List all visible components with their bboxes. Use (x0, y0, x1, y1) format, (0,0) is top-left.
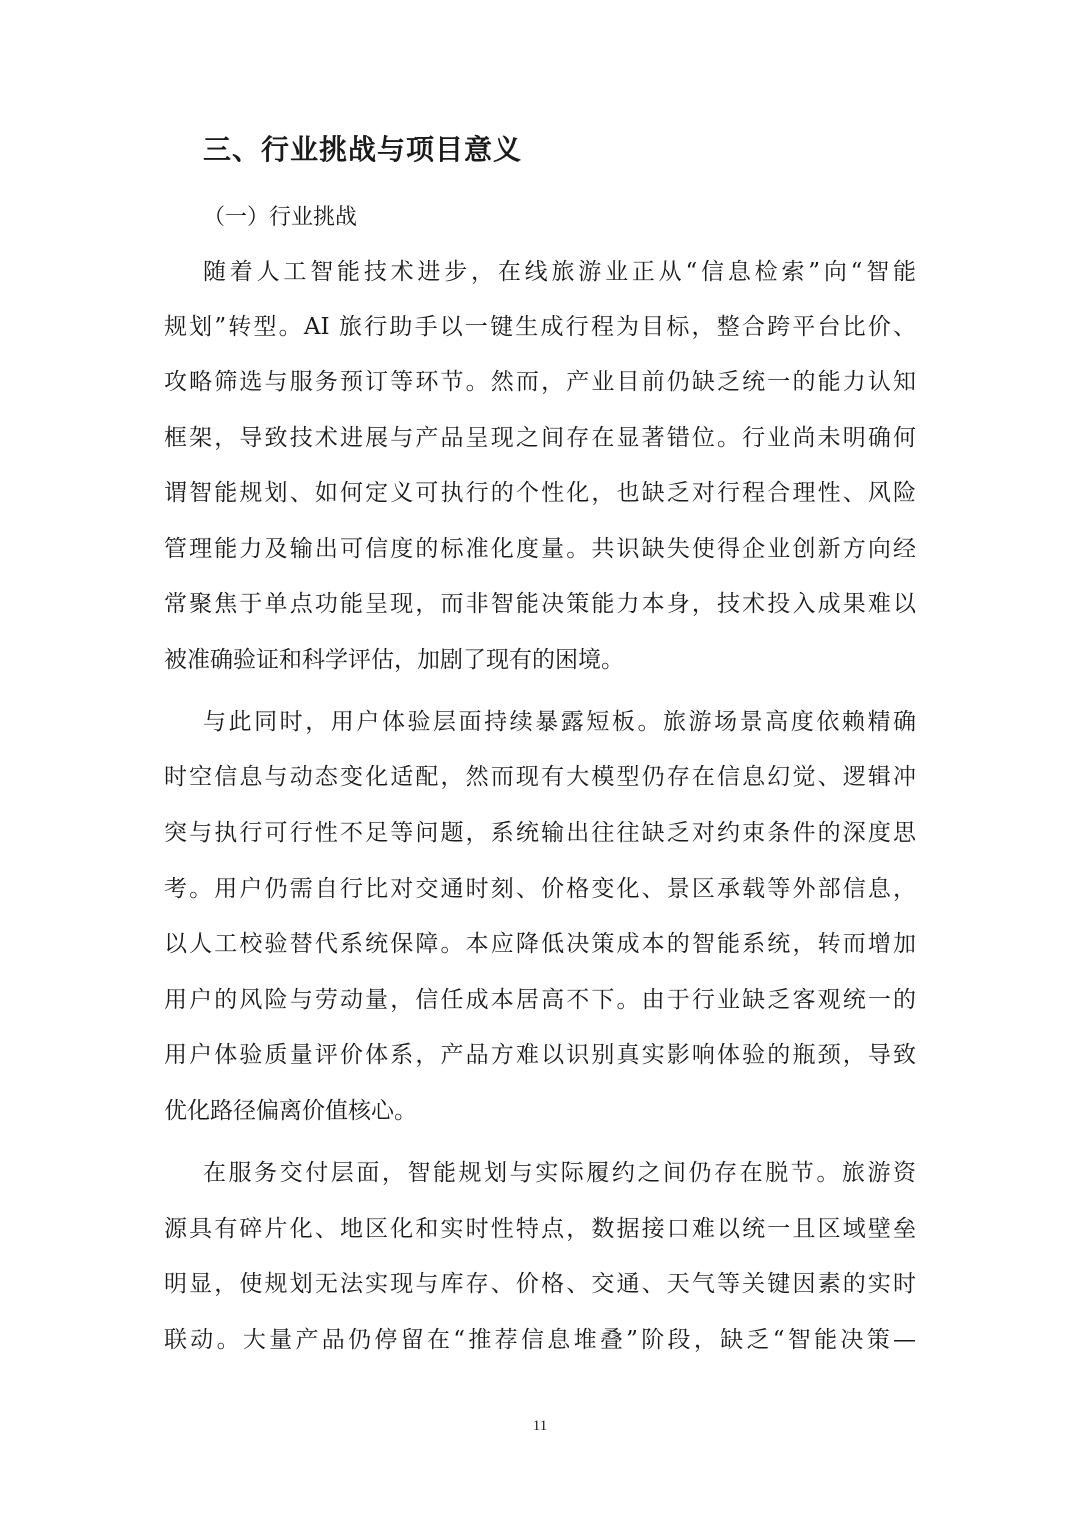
paragraph-1-line-1: 随着人工智能技术进步，在线旅游业正从“信息检索”向“智能 (203, 259, 916, 285)
paragraph-2-line-3: 突与执行可行性不足等问题，系统输出往往缺乏对约束条件的深度思 (164, 820, 916, 846)
paragraph-1-line-4: 框架，导致技术进展与产品呈现之间存在显著错位。行业尚未明确何 (164, 425, 916, 451)
paragraph-1-line-6: 管理能力及输出可信度的标准化度量。共识缺失使得企业创新方向经 (164, 536, 916, 562)
paragraph-1-line-7: 常聚焦于单点功能呈现，而非智能决策能力本身，技术投入成果难以 (164, 591, 916, 617)
paragraph-2-line-4: 考。用户仍需自行比对交通时刻、价格变化、景区承载等外部信息， (164, 876, 916, 902)
paragraph-1-line-3: 攻略筛选与服务预订等环节。然而，产业目前仍缺乏统一的能力认知 (164, 369, 916, 395)
paragraph-2-line-5: 以人工校验替代系统保障。本应降低决策成本的智能系统，转而增加 (164, 931, 916, 957)
paragraph-2-line-7: 用户体验质量评价体系，产品方难以识别真实影响体验的瓶颈，导致 (164, 1042, 916, 1068)
paragraph-3-line-1: 在服务交付层面，智能规划与实际履约之间仍存在脱节。旅游资 (203, 1160, 916, 1186)
paragraph-2-line-2: 时空信息与动态变化适配，然而现有大模型仍存在信息幻觉、逻辑冲 (164, 764, 916, 790)
paragraph-2-line-8: 优化路径偏离价值核心。 (164, 1098, 417, 1124)
paragraph-3-line-3: 明显，使规划无法实现与库存、价格、交通、天气等关键因素的实时 (164, 1271, 916, 1297)
paragraph-1-line-8: 被准确验证和科学评估，加剧了现有的困境。 (164, 647, 624, 673)
paragraph-2-line-6: 用户的风险与劳动量，信任成本居高不下。由于行业缺乏客观统一的 (164, 987, 916, 1013)
paragraph-3-line-2: 源具有碎片化、地区化和实时性特点，数据接口难以统一且区域壁垒 (164, 1216, 916, 1242)
section-title: 三、行业挑战与项目意义 (203, 133, 523, 166)
paragraph-1-line-2: 规划”转型。AI 旅行助手以一键生成行程为目标，整合跨平台比价、 (164, 314, 916, 340)
page-number: 11 (532, 1418, 548, 1434)
paragraph-2-line-1: 与此同时，用户体验层面持续暴露短板。旅游场景高度依赖精确 (203, 709, 916, 735)
paragraph-3-line-4: 联动。大量产品仍停留在“推荐信息堆叠”阶段，缺乏“智能决策— (164, 1327, 916, 1353)
subsection-title: （一）行业挑战 (203, 205, 358, 230)
paragraph-1-line-5: 谓智能规划、如何定义可执行的个性化，也缺乏对行程合理性、风险 (164, 480, 916, 506)
